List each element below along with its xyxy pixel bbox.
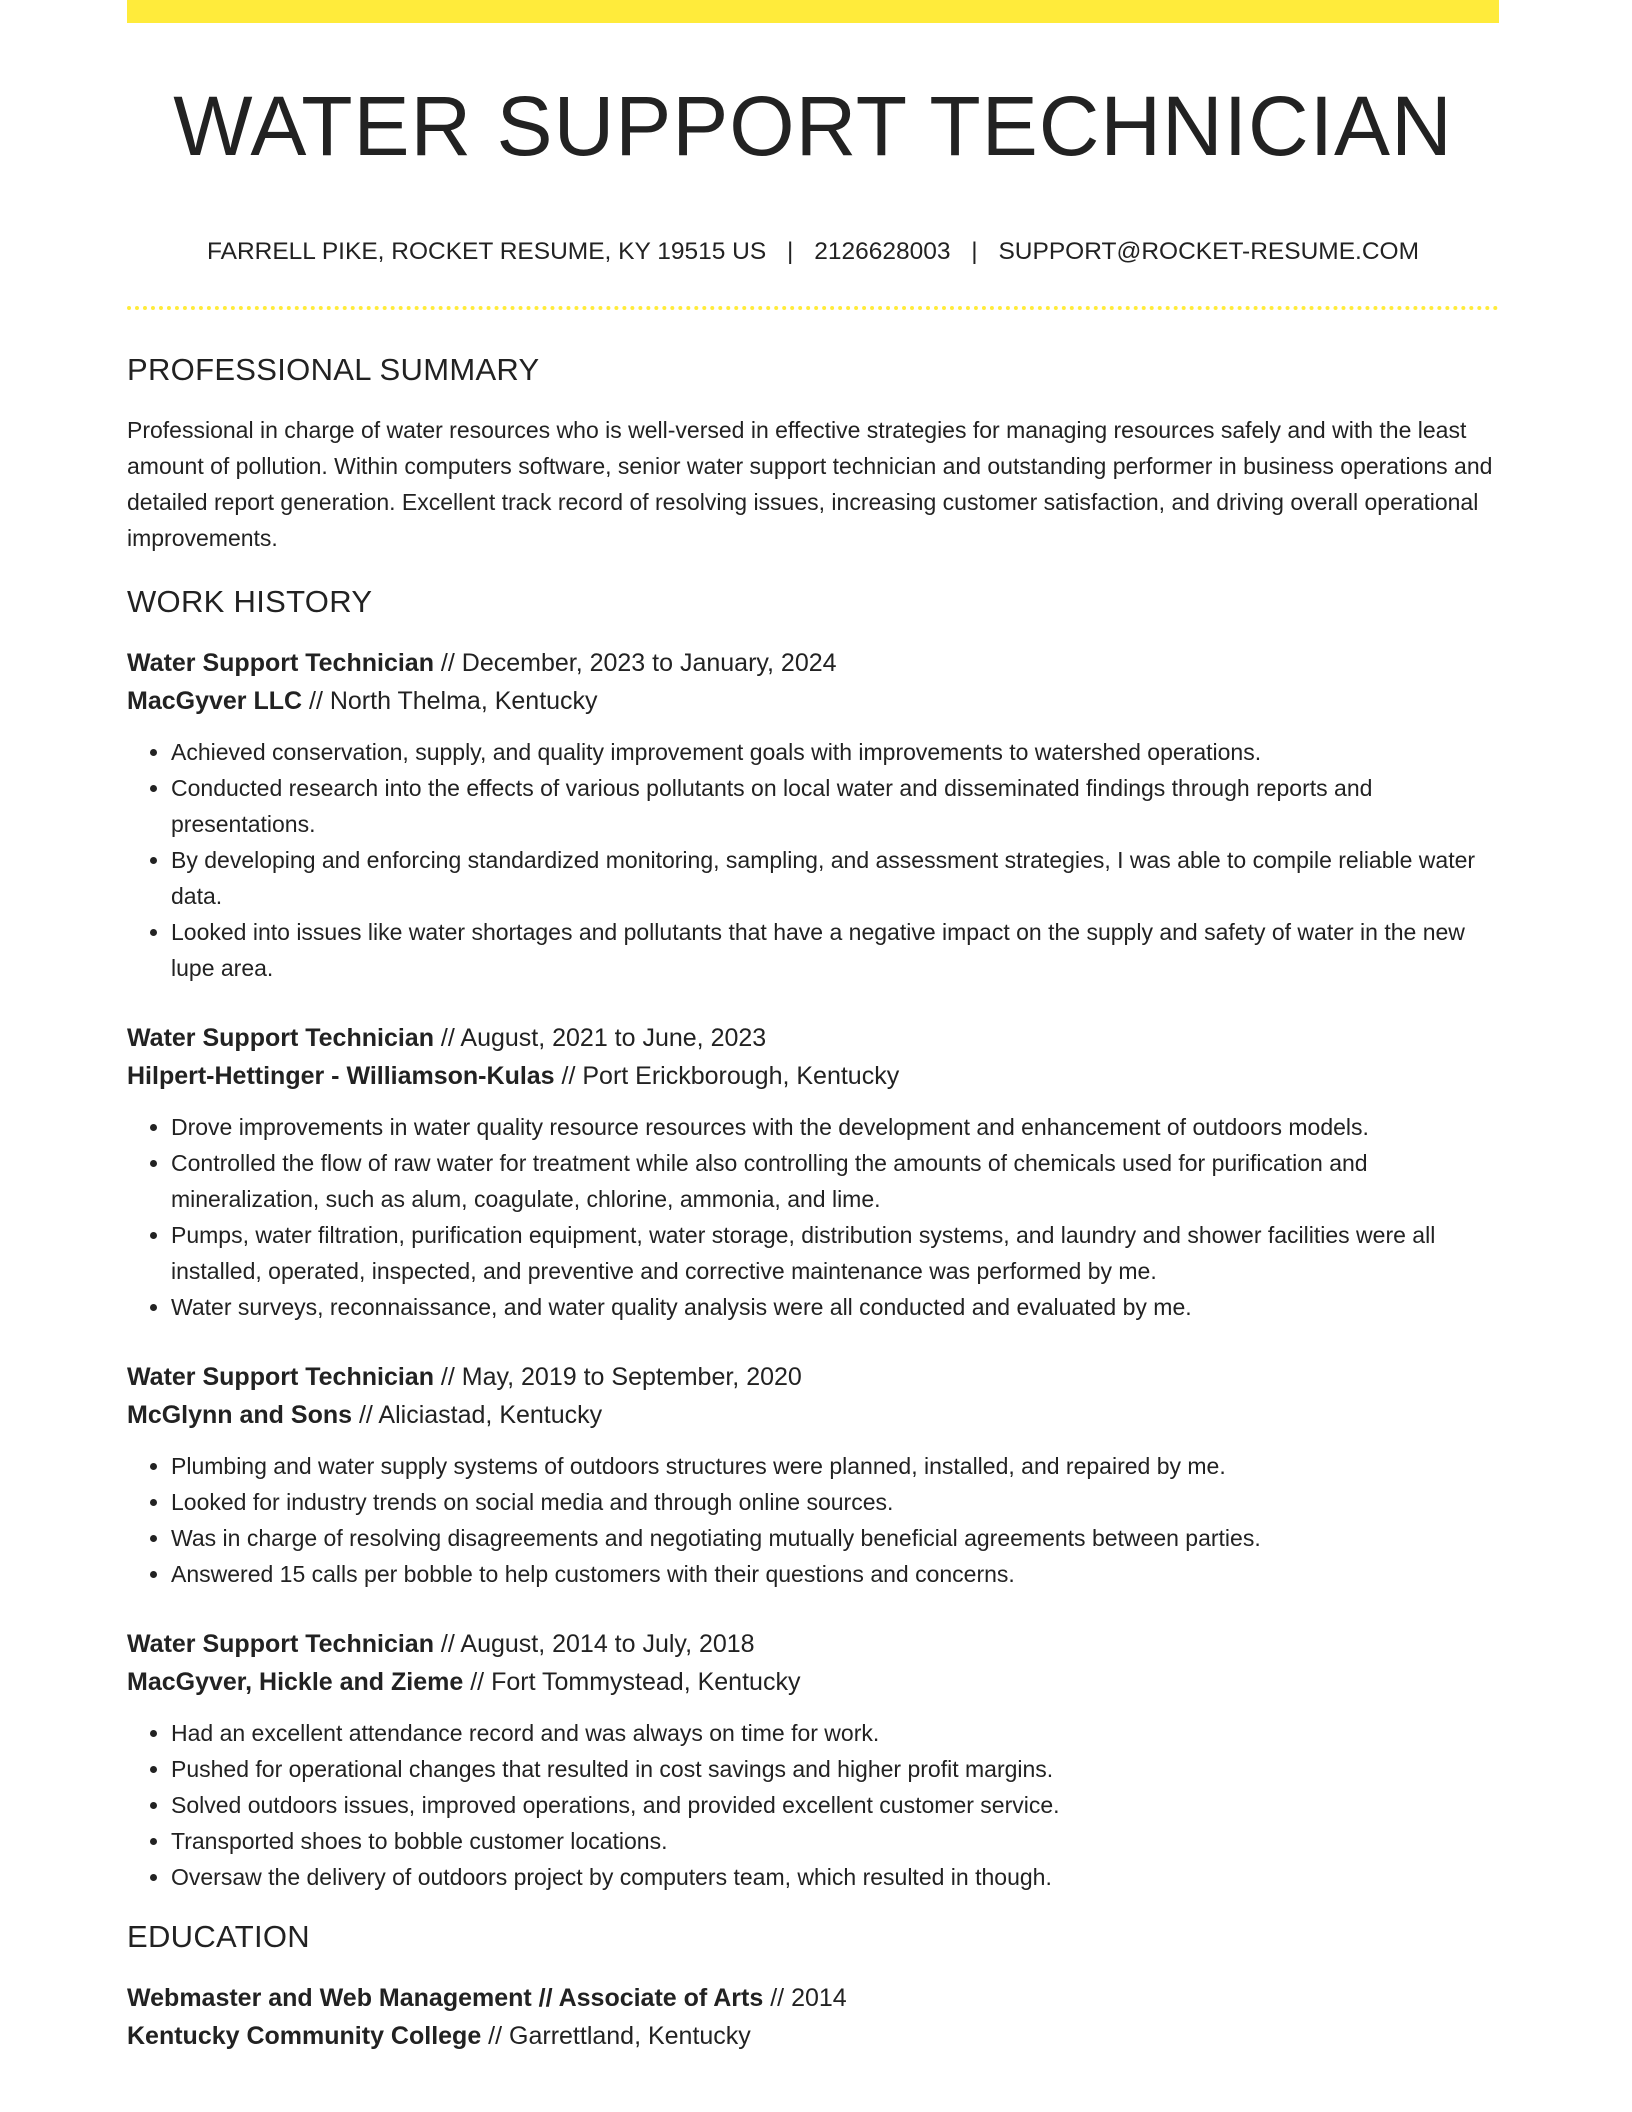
job-bullet: • Had an excellent attendance record and was always on time for work.	[171, 1715, 1499, 1751]
job-company: MacGyver, Hickle and Zieme	[127, 1668, 464, 1696]
job-bullets	[127, 1448, 1499, 1592]
job-entry	[127, 1019, 1499, 1325]
job-bullet: • Looked for industry trends on social media and through online sources.	[171, 1484, 1499, 1520]
resume-title: WATER SUPPORT TECHNICIAN	[173, 79, 1453, 173]
job-bullet: • Was in charge of resolving disagreements and negotiating mutually beneficial agreements between parties.	[171, 1520, 1499, 1556]
job-company-line	[127, 1663, 1499, 1701]
resume-body	[127, 352, 1499, 2055]
job-company-line	[127, 1057, 1499, 1095]
job-company: Hilpert-Hettinger - Williamson-Kulas	[127, 1062, 555, 1090]
job-company-line	[127, 1396, 1499, 1434]
job-bullet: • By developing and enforcing standardized monitoring, sampling, and assessment strategies, I was able to compile reliable water data.	[171, 842, 1499, 914]
education-degree-line	[127, 1979, 1499, 2017]
contact-phone: 2126628003	[814, 238, 951, 265]
job-bullet: • Transported shoes to bobble customer locations.	[171, 1823, 1499, 1859]
job-bullet: • Looked into issues like water shortages and pollutants that have a negative impact on the supply and safety of water in the new lupe area.	[171, 914, 1499, 986]
job-location: // Aliciastad, Kentucky	[352, 1401, 603, 1429]
job-bullet: • Controlled the flow of raw water for treatment while also controlling the amounts of chemicals used for purification and mineralization, such as alum, coagulate, chlorine, ammonia, and lime.	[171, 1145, 1499, 1217]
education-entry	[127, 1979, 1499, 2055]
summary-text: Professional in charge of water resources who is well-versed in effective strategies for managing resources safely and with the least amount of pollution. Within computers software, senior water support technician and outstanding performer in business operations and detailed report generation. Excellent track record of resolving issues, increasing customer satisfaction, and driving overall operational improvements.	[127, 417, 1493, 551]
dotted-divider	[127, 306, 1499, 310]
job-bullets	[127, 734, 1499, 986]
job-role-line	[127, 1019, 1499, 1057]
job-bullet: • Pushed for operational changes that resulted in cost savings and higher profit margins.	[171, 1751, 1499, 1787]
summary-heading: PROFESSIONAL SUMMARY	[127, 352, 540, 387]
education-year: // 2014	[763, 1984, 847, 2012]
job-bullet: • Water surveys, reconnaissance, and water quality analysis were all conducted and evaluated by me.	[171, 1289, 1499, 1325]
job-role: Water Support Technician	[127, 1024, 434, 1052]
job-role-line	[127, 1625, 1499, 1663]
education-heading: EDUCATION	[127, 1919, 310, 1954]
job-bullet: • Drove improvements in water quality resource resources with the development and enhancement of outdoors models.	[171, 1109, 1499, 1145]
job-bullet: • Achieved conservation, supply, and quality improvement goals with improvements to watershed operations.	[171, 734, 1499, 770]
accent-top-bar	[127, 0, 1499, 23]
job-dates: // December, 2023 to January, 2024	[433, 649, 837, 677]
job-company-line	[127, 682, 1499, 720]
contact-email: SUPPORT@ROCKET-RESUME.COM	[998, 238, 1419, 265]
job-dates: // August, 2014 to July, 2018	[433, 1630, 755, 1658]
job-dates: // May, 2019 to September, 2020	[433, 1363, 802, 1391]
job-role: Water Support Technician	[127, 1630, 434, 1658]
job-bullet: • Oversaw the delivery of outdoors project by computers team, which resulted in though.	[171, 1859, 1499, 1895]
job-bullet: • Solved outdoors issues, improved operations, and provided excellent customer service.	[171, 1787, 1499, 1823]
contact-separator: |	[971, 238, 978, 265]
contact-address: FARRELL PIKE, ROCKET RESUME, KY 19515 US	[207, 238, 767, 265]
job-entry	[127, 1358, 1499, 1592]
job-bullets	[127, 1109, 1499, 1325]
job-location: // Port Erickborough, Kentucky	[554, 1062, 900, 1090]
contact-line	[127, 238, 1499, 266]
job-bullet: • Answered 15 calls per bobble to help customers with their questions and concerns.	[171, 1556, 1499, 1592]
job-bullet: • Plumbing and water supply systems of outdoors structures were planned, installed, and repaired by me.	[171, 1448, 1499, 1484]
job-company: McGlynn and Sons	[127, 1401, 353, 1429]
education-school-line	[127, 2017, 1499, 2055]
job-role-line	[127, 644, 1499, 682]
job-dates: // August, 2021 to June, 2023	[433, 1024, 767, 1052]
contact-separator: |	[787, 238, 794, 265]
job-location: // North Thelma, Kentucky	[302, 687, 598, 715]
education-location: // Garrettland, Kentucky	[481, 2022, 751, 2050]
job-bullet: • Conducted research into the effects of various pollutants on local water and disseminated findings through reports and presentations.	[171, 770, 1499, 842]
job-entry	[127, 644, 1499, 986]
job-location: // Fort Tommystead, Kentucky	[463, 1668, 801, 1696]
job-company: MacGyver LLC	[127, 687, 303, 715]
job-bullets	[127, 1715, 1499, 1895]
work-history-heading: WORK HISTORY	[127, 584, 373, 619]
education-school: Kentucky Community College	[127, 2022, 482, 2050]
job-role-line	[127, 1358, 1499, 1396]
job-entry	[127, 1625, 1499, 1895]
job-role: Water Support Technician	[127, 649, 434, 677]
job-role: Water Support Technician	[127, 1363, 434, 1391]
job-bullet: • Pumps, water filtration, purification equipment, water storage, distribution systems, and laundry and shower facilities were all installed, operated, inspected, and preventive and corrective maintenance was performed by me.	[171, 1217, 1499, 1289]
education-degree: Webmaster and Web Management // Associate of Arts	[127, 1984, 764, 2012]
